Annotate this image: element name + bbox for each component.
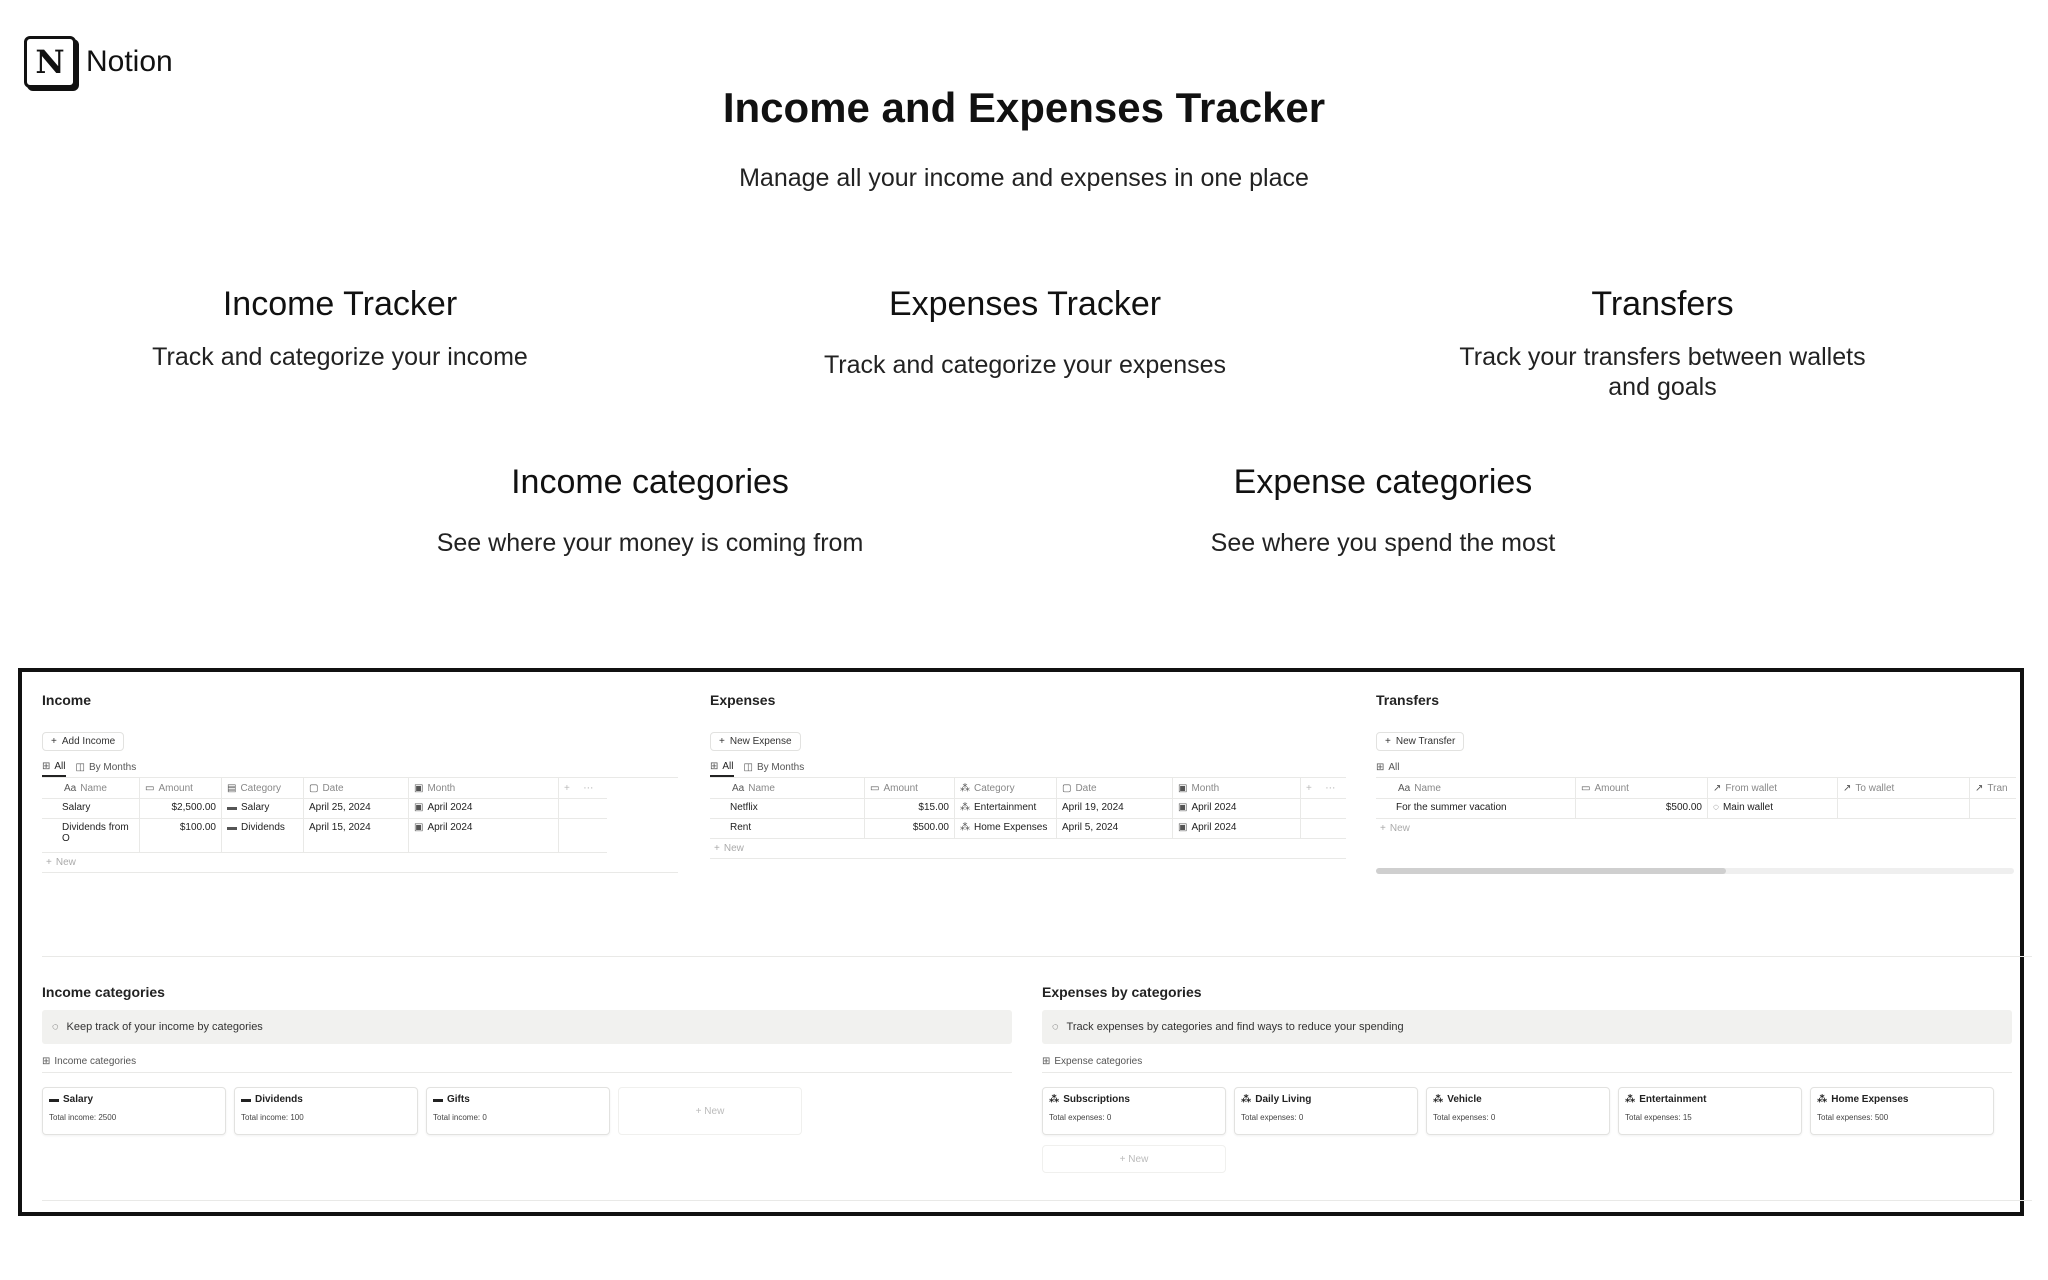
expenses-title: Expenses: [710, 692, 776, 708]
table-cell[interactable]: $2,500.00: [140, 799, 222, 819]
income-categories-title: Income categories: [42, 984, 165, 1000]
table-cell[interactable]: April 5, 2024: [1057, 819, 1173, 839]
page-subtitle: Manage all your income and expenses in one place: [739, 164, 1309, 192]
table-cell[interactable]: April 15, 2024: [304, 819, 409, 853]
view-tab-all[interactable]: ⊞ All: [1376, 761, 1400, 773]
table-row[interactable]: For the summer vacation: [1376, 799, 1576, 819]
new-row-button[interactable]: + New: [710, 839, 1346, 859]
gallery-icon: ⊞: [42, 1055, 51, 1067]
column-header[interactable]: ▣ Month: [409, 778, 559, 799]
text-icon: Aa: [732, 782, 745, 794]
feature-expense-categories: [1133, 463, 1633, 558]
feature-desc: See where you spend the most: [1210, 529, 1556, 557]
category-card[interactable]: ⁂ Vehicle Total expenses: 0: [1426, 1087, 1610, 1135]
expense-categories-section: [1042, 984, 2012, 1173]
column-header[interactable]: ▢ Date: [304, 778, 409, 799]
table-cell[interactable]: ◌ Main wallet: [1708, 799, 1838, 819]
view-tab-all[interactable]: ⊞ All: [42, 759, 66, 777]
wallet-circle-icon: ◌: [1713, 802, 1719, 813]
table-cell[interactable]: [1838, 799, 1970, 819]
view-tab-by-months[interactable]: ◫ By Months: [75, 761, 137, 773]
feature-desc: See where your money is coming from: [436, 529, 864, 557]
wallet-icon: ▬: [433, 1094, 443, 1105]
income-categories-callout: ◌ Keep track of your income by categories: [42, 1010, 1012, 1044]
table-cell[interactable]: ▣ April 2024: [1173, 819, 1301, 839]
section-divider: [42, 956, 2032, 957]
expense-categories-title: Expenses by categories: [1042, 984, 1202, 1000]
new-row-button[interactable]: + New: [1380, 823, 1410, 834]
expense-categories-callout: ◌ Track expenses by categories and find ways to reduce your spending: [1042, 1010, 2012, 1044]
wallet-icon: ▬: [241, 1094, 251, 1105]
relation-icon: ⁂: [960, 782, 970, 794]
table-cell[interactable]: $500.00: [1576, 799, 1708, 819]
money-icon: ▭: [870, 782, 880, 794]
section-divider: [42, 1200, 2032, 1201]
plus-icon: +: [1385, 736, 1391, 747]
feature-transfers: [1440, 285, 1885, 402]
horizontal-scrollbar[interactable]: [1376, 868, 2014, 874]
column-header[interactable]: ▤ Category: [222, 778, 304, 799]
table-icon: ⊞: [42, 760, 51, 772]
plus-icon: +: [564, 782, 570, 794]
wallet-icon: ▬: [227, 822, 237, 833]
calendar-icon: ▣: [414, 822, 424, 833]
feature-title: Expenses Tracker: [888, 285, 1162, 323]
table-icon: ⊞: [1376, 761, 1385, 773]
table-cell[interactable]: April 19, 2024: [1057, 799, 1173, 819]
column-header[interactable]: ▣ Month: [1173, 778, 1301, 799]
relation-icon: ▤: [227, 782, 237, 794]
table-row[interactable]: Netflix: [710, 799, 865, 819]
category-card[interactable]: ⁂ Daily Living Total expenses: 0: [1234, 1087, 1418, 1135]
table-cell[interactable]: ▣ April 2024: [409, 799, 559, 819]
shapes-icon: ⁂: [960, 822, 970, 833]
notion-wordmark: Notion: [86, 45, 173, 78]
text-icon: Aa: [1398, 782, 1411, 794]
arrow-up-right-icon: ↗: [1843, 782, 1852, 794]
table-cell[interactable]: ⁂ Home Expenses: [955, 819, 1057, 839]
column-header[interactable]: ▭ Amount: [1576, 778, 1708, 799]
category-card[interactable]: ▬ Gifts Total income: 0: [426, 1087, 610, 1135]
table-row[interactable]: Salary: [42, 799, 140, 819]
table-cell: [559, 799, 607, 819]
table-cell[interactable]: ⁂ Entertainment: [955, 799, 1057, 819]
more-icon: ⋯: [583, 782, 594, 794]
page-title: Income and Expenses Tracker: [722, 84, 1326, 131]
calendar-icon: ▣: [1178, 822, 1188, 833]
table-cell[interactable]: ▬ Salary: [222, 799, 304, 819]
feature-title: Expense categories: [1233, 463, 1533, 501]
notion-logo-icon: N: [24, 36, 76, 88]
expense-categories-gallery: [1042, 1087, 2012, 1135]
more-icon: ⋯: [1325, 782, 1336, 794]
feature-expenses-tracker: [800, 285, 1250, 380]
wallet-icon: ▬: [49, 1094, 59, 1105]
expenses-section: [710, 692, 1346, 859]
transfers-views: [1376, 759, 2016, 778]
plus-icon: +: [1306, 782, 1312, 794]
column-header[interactable]: Aa Name: [1376, 778, 1576, 799]
feature-income-categories: [400, 463, 900, 558]
new-card-button[interactable]: + New: [1042, 1145, 1226, 1173]
income-title: Income: [42, 692, 92, 708]
view-tab-by-months[interactable]: ◫ By Months: [743, 761, 805, 773]
calendar-icon: ▢: [1062, 782, 1072, 794]
view-tab-income-categories[interactable]: ⊞ Income categories: [42, 1055, 137, 1067]
feature-desc: Track your transfers between wallets and goals: [1459, 343, 1866, 401]
transfers-section: [1376, 692, 2016, 874]
income-categories-section: [42, 984, 1012, 1135]
column-header[interactable]: ▭ Amount: [140, 778, 222, 799]
feature-title: Income categories: [511, 463, 789, 501]
arrow-up-right-icon: ↗: [1713, 782, 1722, 794]
view-tab-all[interactable]: ⊞ All: [710, 759, 734, 777]
add-income-button[interactable]: + Add Income: [42, 732, 124, 751]
column-header[interactable]: ↗ From wallet: [1708, 778, 1838, 799]
expenses-views: [710, 759, 1346, 778]
table-cell: [559, 819, 607, 853]
calendar-icon: ▢: [309, 782, 319, 794]
plus-icon: +: [46, 857, 52, 868]
shapes-icon: ⁂: [1817, 1094, 1828, 1105]
new-expense-button[interactable]: + New Expense: [710, 732, 801, 751]
expenses-table: [710, 778, 1346, 839]
feature-income-tracker: [140, 285, 540, 372]
table-icon: ⊞: [710, 760, 719, 772]
category-card[interactable]: ▬ Dividends Total income: 100: [234, 1087, 418, 1135]
category-card[interactable]: ⁂ Subscriptions Total expenses: 0: [1042, 1087, 1226, 1135]
plus-icon: +: [1380, 823, 1386, 834]
category-card[interactable]: ⁂ Entertainment Total expenses: 15: [1618, 1087, 1802, 1135]
relation-icon: ▣: [1178, 782, 1188, 794]
text-icon: Aa: [64, 782, 77, 794]
plus-icon: +: [51, 736, 57, 747]
table-cell: [1301, 799, 1346, 819]
table-row[interactable]: Dividends from O: [42, 819, 140, 853]
plus-icon: +: [719, 736, 725, 747]
dashed-circle-icon: ◌: [52, 1021, 59, 1033]
column-header[interactable]: ↗ Tran: [1970, 778, 2016, 799]
shapes-icon: ⁂: [960, 802, 970, 813]
shapes-icon: ⁂: [1625, 1094, 1636, 1105]
transfers-title: Transfers: [1376, 692, 1440, 708]
feature-desc: Track and categorize your expenses: [823, 351, 1227, 379]
template-preview-frame: [18, 668, 2024, 1216]
dashed-circle-icon: ◌: [1052, 1021, 1059, 1033]
new-transfer-button[interactable]: + New Transfer: [1376, 732, 1464, 751]
calendar-icon: ▣: [414, 802, 424, 813]
scrollbar-thumb[interactable]: [1376, 868, 1726, 874]
money-icon: ▭: [145, 782, 155, 794]
income-views: [42, 759, 678, 778]
board-icon: ◫: [75, 761, 85, 773]
category-card[interactable]: ▬ Salary Total income: 2500: [42, 1087, 226, 1135]
income-categories-gallery: [42, 1087, 1012, 1135]
board-icon: ◫: [743, 761, 753, 773]
feature-desc: Track and categorize your income: [152, 343, 528, 371]
feature-title: Transfers: [1591, 285, 1734, 323]
plus-icon: +: [695, 1105, 702, 1117]
column-header[interactable]: ↗ To wallet: [1838, 778, 1970, 799]
shapes-icon: ⁂: [1433, 1094, 1444, 1105]
wallet-icon: ▬: [227, 802, 237, 813]
table-cell[interactable]: April 25, 2024: [304, 799, 409, 819]
shapes-icon: ⁂: [1241, 1094, 1252, 1105]
income-table: [42, 778, 678, 853]
table-cell[interactable]: [1970, 799, 2016, 819]
feature-title: Income Tracker: [222, 285, 458, 323]
table-cell[interactable]: $500.00: [865, 819, 955, 839]
category-card[interactable]: ⁂ Home Expenses Total expenses: 500: [1810, 1087, 1994, 1135]
column-header[interactable]: ▭ Amount: [865, 778, 955, 799]
gallery-icon: ⊞: [1042, 1055, 1051, 1067]
table-cell[interactable]: ▣ April 2024: [409, 819, 559, 853]
table-cell: [1301, 819, 1346, 839]
table-row[interactable]: Rent: [710, 819, 865, 839]
income-section: [42, 692, 678, 873]
column-header[interactable]: ▢ Date: [1057, 778, 1173, 799]
column-header[interactable]: ⁂ Category: [955, 778, 1057, 799]
table-cell[interactable]: $15.00: [865, 799, 955, 819]
table-cell[interactable]: ▬ Dividends: [222, 819, 304, 853]
view-tab-expense-categories[interactable]: ⊞ Expense categories: [1042, 1055, 1143, 1067]
new-card-button[interactable]: + New: [618, 1087, 802, 1135]
table-cell[interactable]: ▣ April 2024: [1173, 799, 1301, 819]
shapes-icon: ⁂: [1049, 1094, 1060, 1105]
money-icon: ▭: [1581, 782, 1591, 794]
plus-icon: +: [1119, 1153, 1126, 1165]
column-header[interactable]: Aa Name: [710, 778, 865, 799]
add-column-button[interactable]: [559, 778, 607, 799]
income-categories-views: [42, 1052, 1012, 1073]
calendar-icon: ▣: [1178, 802, 1188, 813]
notion-logo[interactable]: [24, 36, 173, 88]
table-cell[interactable]: $100.00: [140, 819, 222, 853]
expense-categories-views: [1042, 1052, 2012, 1073]
transfers-table: [1376, 778, 2016, 819]
new-row-button[interactable]: + New: [42, 853, 678, 873]
plus-icon: +: [714, 843, 720, 854]
relation-icon: ▣: [414, 782, 424, 794]
column-header[interactable]: Aa Name: [42, 778, 140, 799]
add-column-button[interactable]: [1301, 778, 1346, 799]
arrow-up-right-icon: ↗: [1975, 782, 1984, 794]
